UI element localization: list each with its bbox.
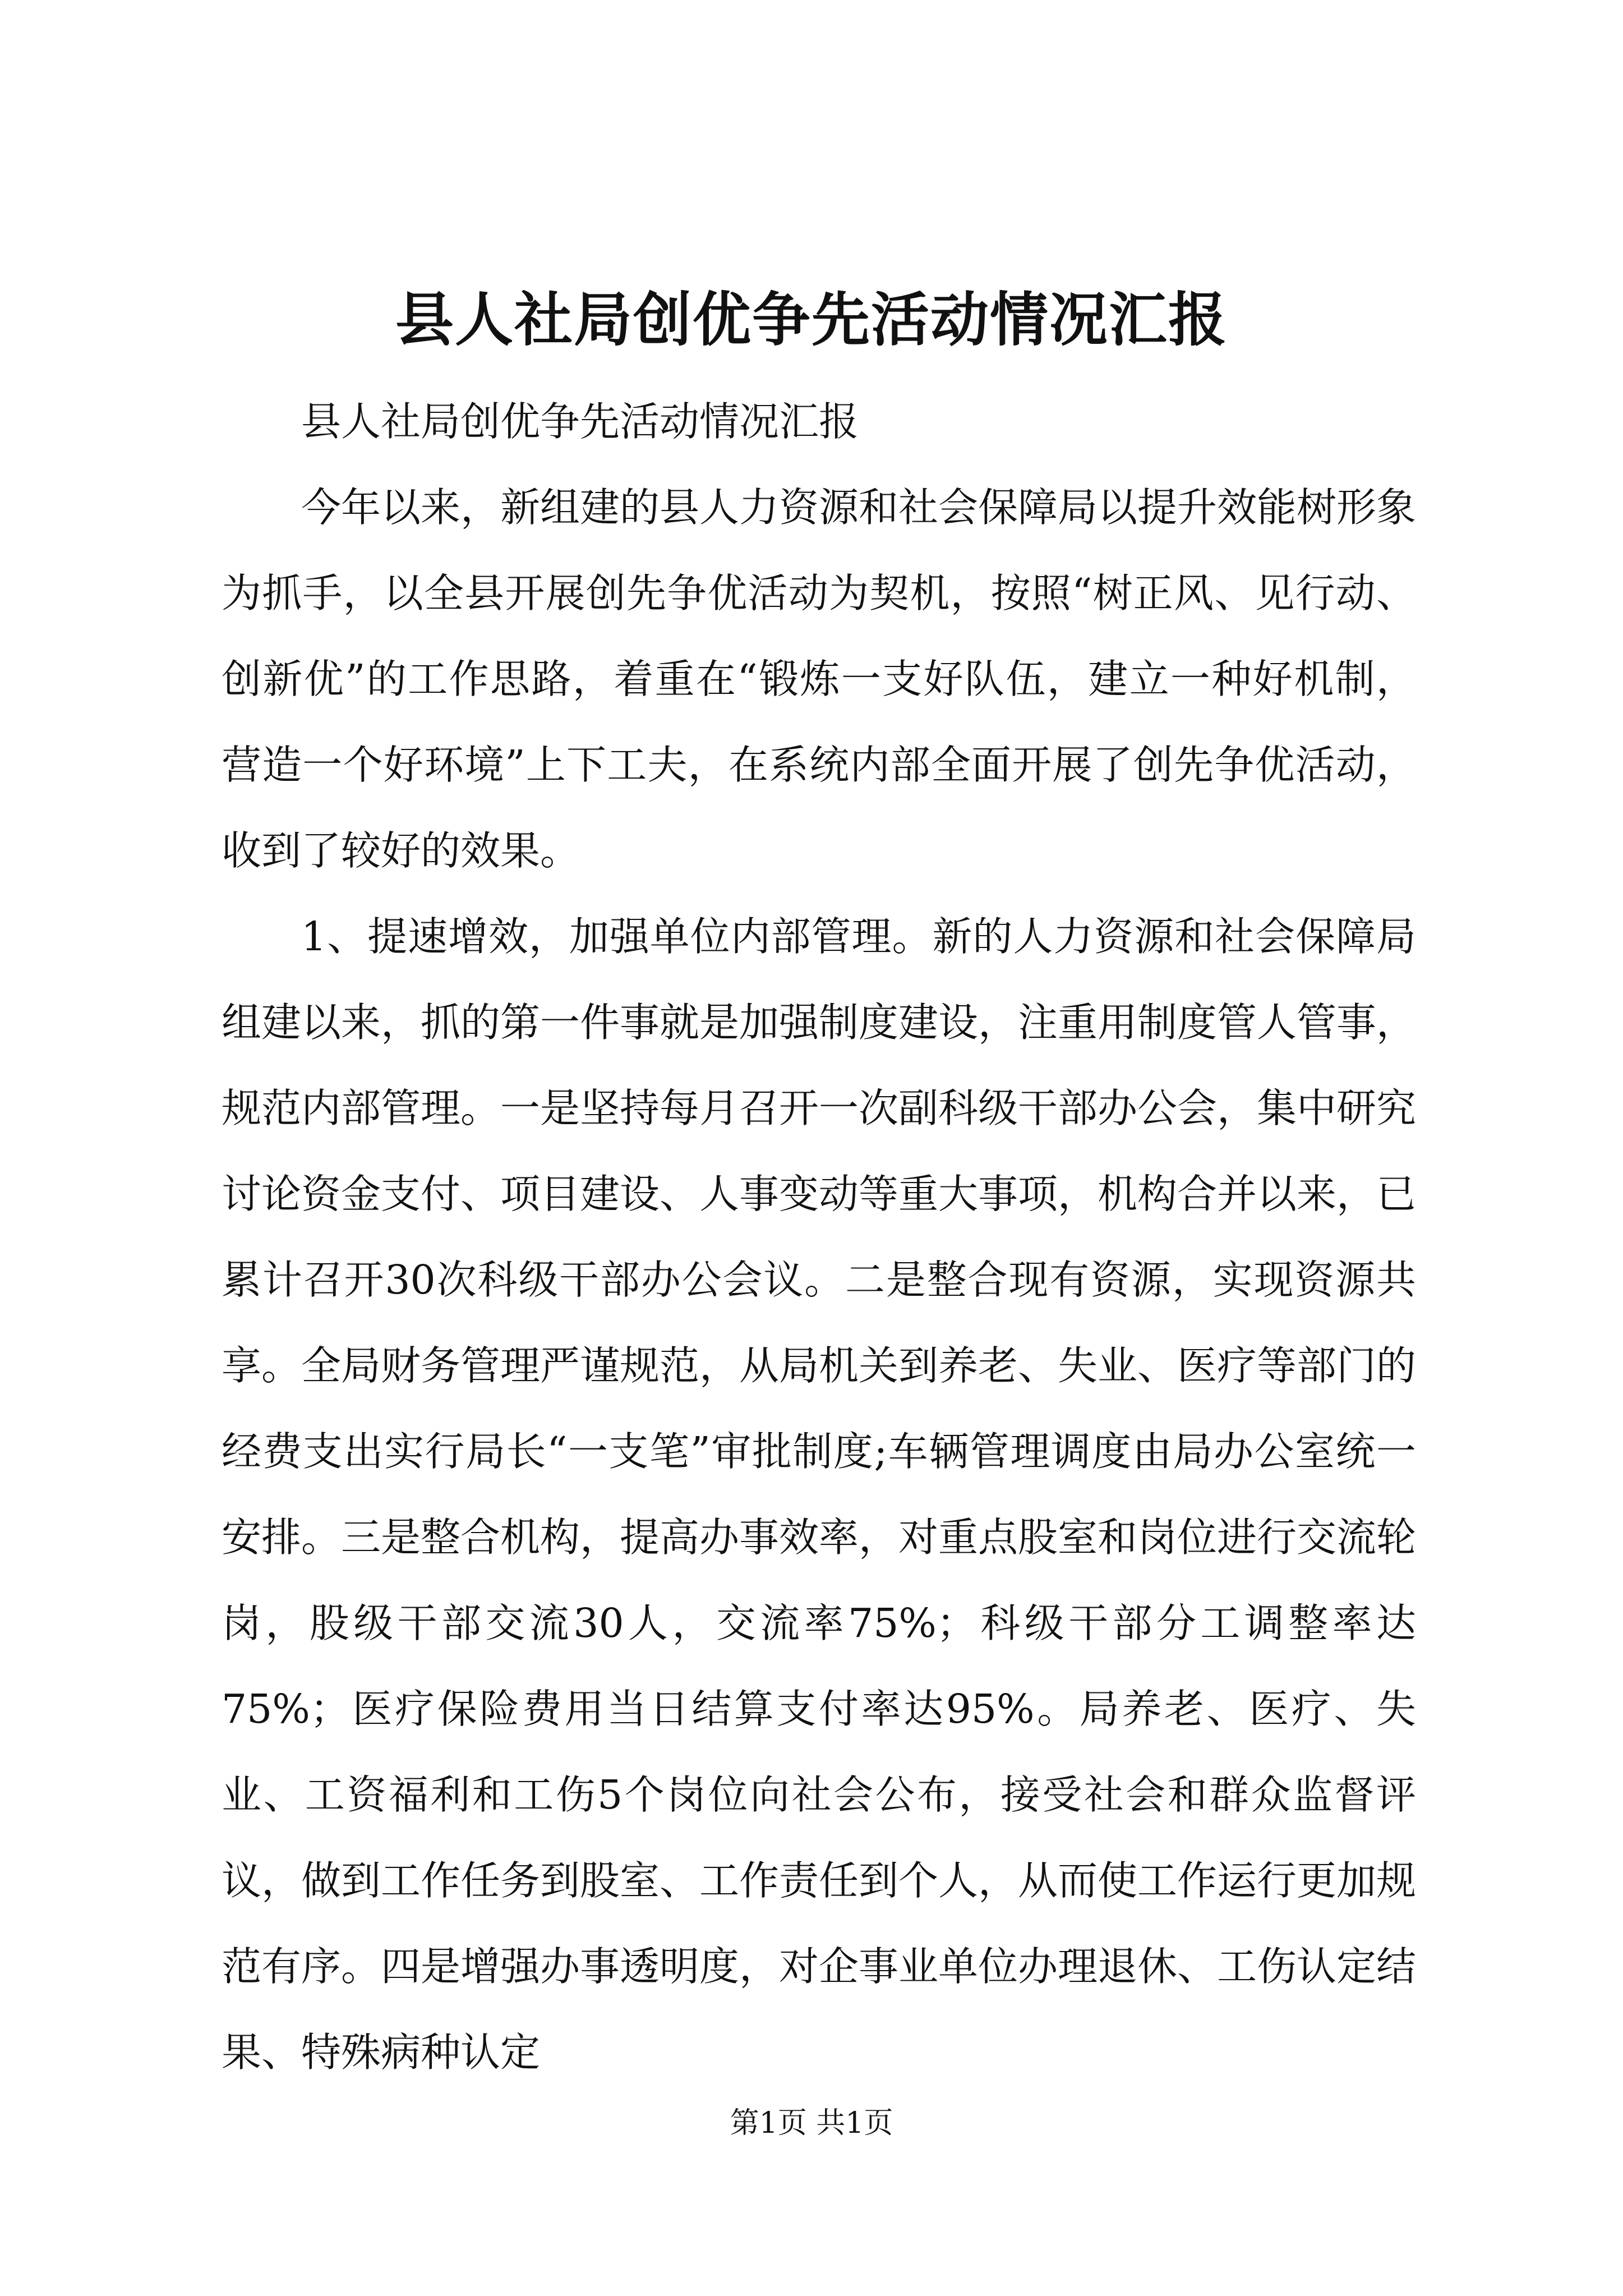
document-body <box>222 379 1416 2095</box>
page-footer: 第1页 共1页 <box>730 2106 893 2140</box>
document-title: 县人社局创优争先活动情况汇报 <box>395 285 1228 354</box>
paragraph-subtitle: 县人社局创优争先活动情况汇报 <box>301 398 859 445</box>
paragraph-section-1: 1、提速增效，加强单位内部管理。新的人力资源和社会保障局组建以来，抓的第一件事就是加强制度建设，注重用制度管人管事，规范内部管理。一是坚持每月召开一次副科级干部办公会，集中研究讨论资金支付、项目建设、人事变动等重大事项，机构合并以来，已累计召开30次科级干部办公会议。二是整合现有资源，实现资源共享。全局财务管理严谨规范，从局机关到养老、失业、医疗等部门的经费支出实行局长“一支笔”审批制度;车辆管理调度由局办公室统一安排。三是整合机构，提高办事效率，对重点股室和岗位进行交流轮岗，股级干部交流30人，交流率75%；科级干部分工调整率达75%；医疗保险费用当日结算支付率达95%。局养老、医疗、失业、工资福利和工伤5个岗位向社会公布，接受社会和群众监督评议，做到工作任务到股室、工作责任到个人，从而使工作运行更加规范有序。四是增强办事透明度，对企事业单位办理退休、工伤认定结果、特殊病种认定 <box>222 913 1417 2076</box>
paragraph-intro: 今年以来，新组建的县人力资源和社会保障局以提升效能树形象为抓手，以全县开展创先争优活动为契机，按照“树正风、见行动、创新优”的工作思路，着重在“锻炼一支好队伍，建立一种好机制，营造一个好环境”上下工夫，在系统内部全面开展了创先争优活动，收到了较好的效果。 <box>222 484 1417 874</box>
